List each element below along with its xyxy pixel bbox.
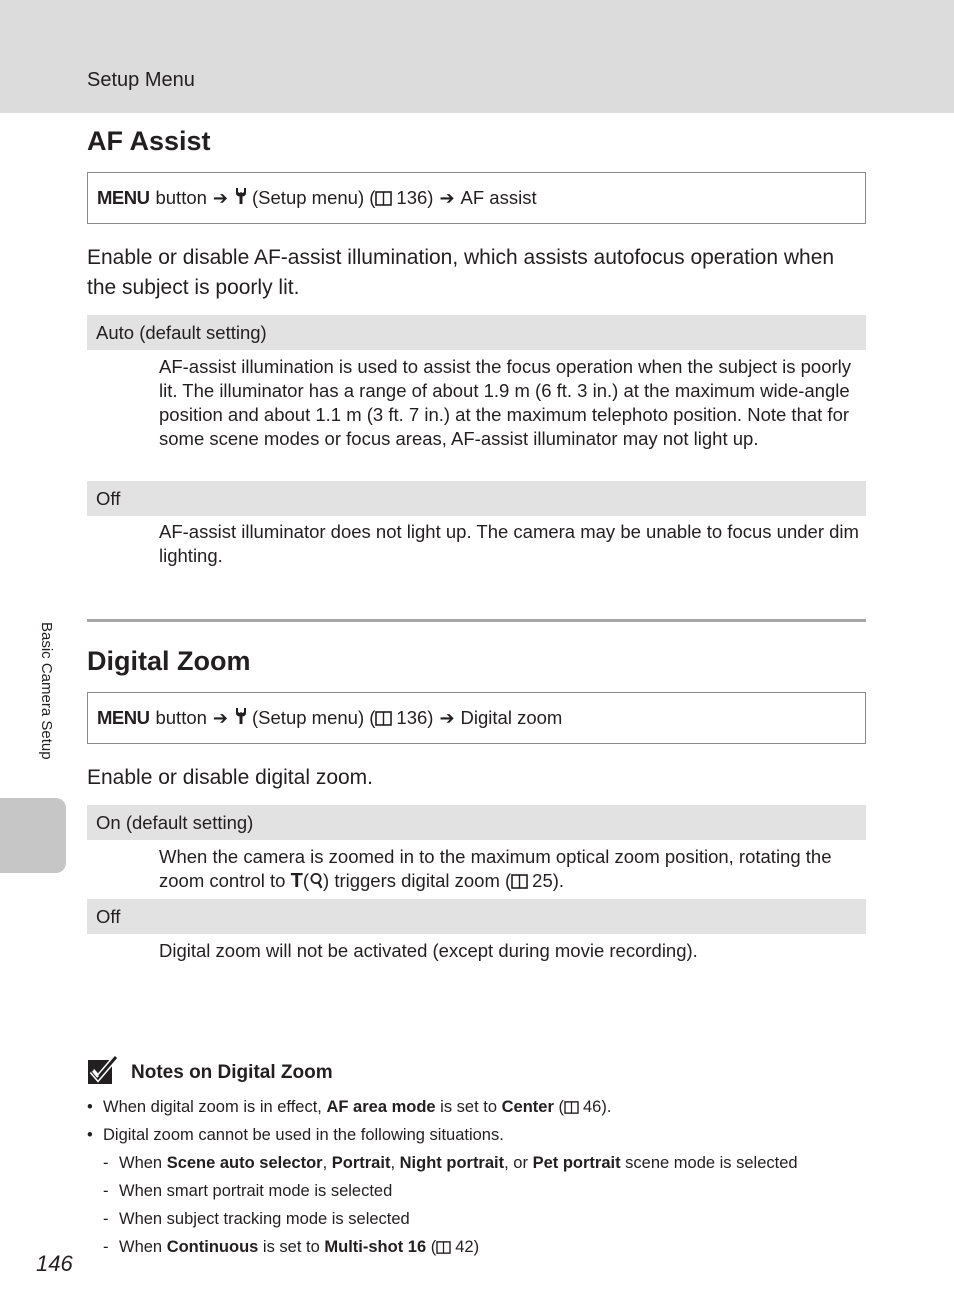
setup-wrench-icon (234, 707, 248, 730)
setup-wrench-icon (234, 187, 248, 210)
header-band (0, 0, 954, 113)
book-reference-icon (511, 874, 528, 889)
option-auto-desc: AF-assist illumination is used to assist the focus operation when the subject is poorly lit. The illuminator has a range of about 1.9 m (6 ft. 3 in.) at the maximum wide-angle position and about 1.1 m (3 ft. 7 in.) at the maximum telephoto position. Note that for some scene modes or focus areas, AF-assist illuminator may not light up. (159, 356, 852, 449)
side-tab-label: Basic Camera Setup (38, 622, 55, 760)
bullet-icon: • (87, 1126, 93, 1144)
digital-zoom-menu-path (87, 692, 866, 744)
option-off-bar: Off (87, 481, 866, 516)
option-on-desc-text2: ) triggers digital zoom ( (323, 870, 512, 891)
note-bullet-1 (87, 1095, 611, 1119)
book-reference-icon (375, 191, 392, 206)
dash-icon: - (103, 1154, 109, 1172)
option-on-desc-paren: ( (302, 870, 310, 891)
note-ref: 42) (455, 1238, 480, 1256)
note-text: When (119, 1238, 167, 1256)
path-target: AF assist (460, 187, 537, 208)
digital-zoom-intro: Enable or disable digital zoom. (87, 766, 374, 789)
note-text: is set to (258, 1238, 325, 1256)
option-on-bar: On (default setting) (87, 805, 866, 840)
note-text: ( (553, 1098, 564, 1116)
note-text: When subject tracking mode is selected (119, 1210, 410, 1228)
book-reference-icon (375, 711, 392, 726)
arrow-right-icon: ➔ (212, 187, 229, 208)
option-on-desc-text: When the camera is zoomed in to the maximum optical zoom position, rotating the zoom control to (159, 846, 832, 891)
magnify-icon (309, 872, 323, 890)
note-text: When (119, 1154, 167, 1172)
note-text: , or (504, 1154, 533, 1172)
notes-title: Notes on Digital Zoom (131, 1062, 333, 1083)
dash-icon: - (103, 1238, 109, 1256)
note-text: When smart portrait mode is selected (119, 1182, 393, 1200)
checkmark-note-icon (87, 1055, 119, 1087)
note-text: , (322, 1154, 332, 1172)
note-ref: 46). (582, 1098, 612, 1116)
note-sub-3 (103, 1207, 410, 1231)
menu-button-icon: MENU (97, 187, 150, 208)
note-bold: Night portrait (399, 1154, 505, 1172)
dash-icon: - (103, 1210, 109, 1228)
note-bold: Center (501, 1098, 554, 1116)
path-page-ref: 136) (396, 707, 434, 728)
af-assist-menu-path (87, 172, 866, 224)
bullet-icon: • (87, 1098, 93, 1116)
dash-icon: - (103, 1182, 109, 1200)
note-bold: Pet portrait (532, 1154, 621, 1172)
book-reference-icon (564, 1101, 579, 1114)
arrow-right-icon: ➔ (212, 707, 229, 728)
note-bold: AF area mode (326, 1098, 436, 1116)
note-text: When digital zoom is in effect, (103, 1098, 327, 1116)
note-bold: Portrait (331, 1154, 391, 1172)
note-text: , (390, 1154, 400, 1172)
path-setup-label: (Setup menu) ( (252, 707, 376, 728)
arrow-right-icon: ➔ (439, 707, 455, 728)
page-number: 146 (36, 1251, 73, 1276)
path-page-ref: 136) (396, 187, 434, 208)
option-off-desc: AF-assist illuminator does not light up. The camera may be unable to focus under dim lighting. (159, 521, 859, 566)
section-header: Setup Menu (87, 69, 195, 91)
option-off-desc: Digital zoom will not be activated (except during movie recording). (159, 940, 698, 961)
option-off-bar: Off (87, 899, 866, 934)
option-on-desc (159, 845, 859, 893)
note-bold: Continuous (166, 1238, 259, 1256)
af-assist-intro: Enable or disable AF-assist illumination, which assists autofocus operation when the subject is poorly lit. (87, 246, 835, 299)
side-tab (0, 798, 66, 873)
path-setup-label: (Setup menu) ( (252, 187, 376, 208)
af-assist-title: AF Assist (87, 126, 211, 156)
note-sub-4 (103, 1235, 479, 1259)
note-bullet-2 (87, 1123, 504, 1147)
arrow-right-icon: ➔ (439, 187, 455, 208)
note-sub-1 (103, 1151, 798, 1175)
menu-button-icon: MENU (97, 707, 150, 728)
book-reference-icon (436, 1241, 451, 1254)
notes-header (87, 1055, 333, 1087)
path-button-label: button (155, 707, 207, 728)
path-target: Digital zoom (460, 707, 563, 728)
digital-zoom-title: Digital Zoom (87, 646, 251, 676)
note-sub-2 (103, 1179, 392, 1203)
note-text: scene mode is selected (620, 1154, 798, 1172)
option-on-desc-ref: 25). (532, 870, 565, 891)
note-text: is set to (435, 1098, 502, 1116)
note-bold: Scene auto selector (166, 1154, 323, 1172)
tele-t-icon: T (290, 870, 303, 892)
note-text: Digital zoom cannot be used in the following situations. (103, 1126, 504, 1144)
section-divider (87, 619, 866, 622)
option-auto-bar: Auto (default setting) (87, 315, 866, 350)
note-bold: Multi-shot 16 (324, 1238, 427, 1256)
note-text: ( (426, 1238, 437, 1256)
path-button-label: button (155, 187, 207, 208)
